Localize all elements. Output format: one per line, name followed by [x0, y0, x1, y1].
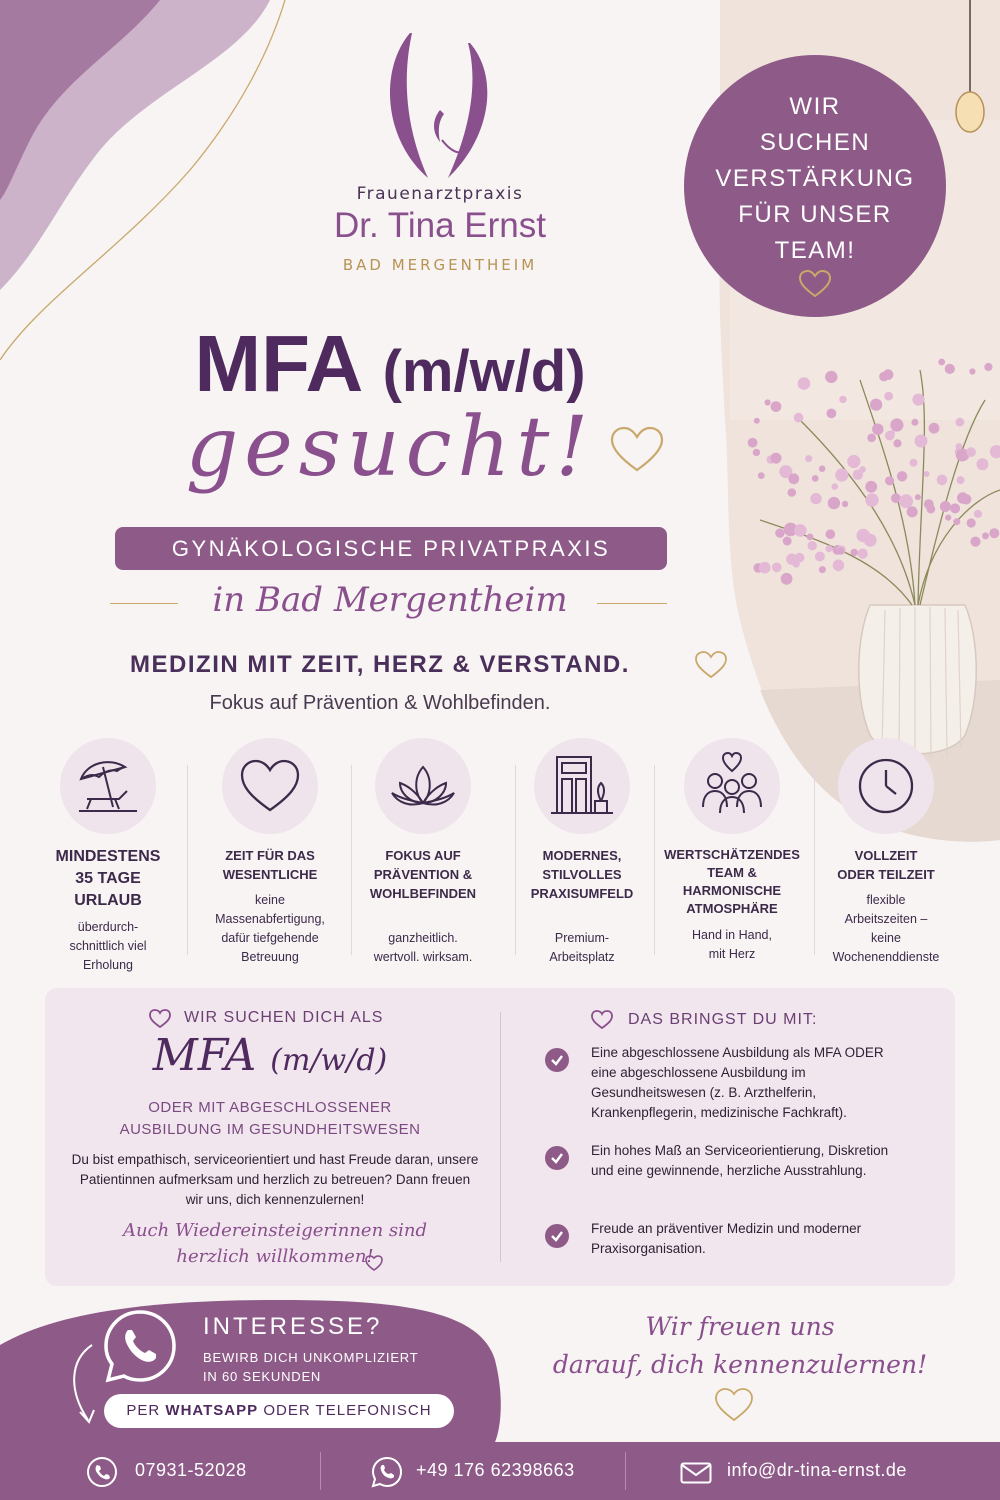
headline-mfa-text: MFA [194, 319, 361, 408]
requirement-text: Ein hohes Maß an Serviceorientierung, Diskretion und eine gewinnende, herzliche Ausstrahlung. [591, 1143, 889, 1178]
search-sub: ODER MIT ABGESCHLOSSENER AUSBILDUNG IM GESUNDHEITSWESEN [119, 1099, 421, 1138]
search-mwd: (m/w/d) [270, 1043, 388, 1078]
flower-blossom [765, 399, 771, 405]
footer-whatsapp[interactable]: +49 176 62398663 [416, 1460, 575, 1480]
flower-blossom [885, 476, 894, 485]
feature-worktime [806, 738, 966, 967]
feature-team [652, 738, 812, 964]
feature-desc: überdurch- schnittlich viel Erholung [69, 920, 147, 972]
feature-title: WERTSCHÄTZENDES TEAM & HARMONISCHE ATMOSPHÄRE [664, 847, 800, 916]
flower-blossom [893, 439, 901, 447]
flower-blossom [833, 560, 845, 572]
flower-blossom [872, 424, 883, 435]
returners-welcome: Auch Wiedereinsteigerinnen sind herzlich willkommen! [122, 1220, 428, 1267]
apply-button[interactable] [104, 1394, 454, 1428]
flower-blossom [754, 418, 760, 424]
flower-blossom [842, 501, 848, 507]
flower-blossom [828, 497, 840, 509]
search-paragraph: Du bist empathisch, serviceorientiert und hast Freude daran, unsere Patientinnen aufmerksam und herzlich zu betreuen? Dann freuen wir uns, dich kennenzulernen! [71, 1152, 479, 1207]
search-heading: WIR SUCHEN DICH ALS [184, 1009, 384, 1026]
team-icon [697, 751, 767, 821]
headline-mwd: (m/w/d) [382, 339, 586, 404]
flower-blossom [915, 494, 921, 500]
whatsapp-icon[interactable] [100, 1306, 180, 1386]
flower-blossom [957, 476, 965, 484]
flower-blossom [884, 392, 893, 401]
flower-blossom [966, 447, 976, 457]
flower-blossom [956, 418, 965, 427]
feature-title: ZEIT FÜR DAS WESENTLICHE [222, 848, 318, 882]
footer-email[interactable]: info@dr-tina-ernst.de [727, 1460, 907, 1480]
flower-blossom [826, 545, 833, 552]
feature-prevention [343, 738, 503, 967]
flower-blossom [819, 465, 826, 472]
flower-blossom [781, 573, 793, 585]
flower-blossom [831, 483, 838, 490]
flower-blossom [827, 409, 837, 419]
flower-blossom [815, 552, 825, 562]
flower-blossom [788, 473, 799, 484]
flower-blossom [950, 503, 960, 513]
flower-blossom [938, 359, 945, 366]
flower-blossom [937, 475, 948, 486]
flower-blossom [897, 471, 907, 481]
practice-door-icon [547, 751, 617, 821]
flower-blossom [907, 506, 918, 517]
hiring-badge [684, 55, 946, 317]
flower-blossom [758, 472, 765, 479]
flower-blossom [853, 470, 863, 480]
flower-blossom [879, 372, 889, 382]
flower-blossom [775, 528, 784, 537]
flower-blossom [945, 515, 951, 521]
flower-blossom [783, 537, 792, 546]
feature-desc: Hand in Hand, mit Herz [692, 928, 772, 961]
headline-mfa [60, 318, 720, 410]
heart-icon [238, 756, 302, 816]
mail-icon [680, 1462, 712, 1484]
flower-blossom [984, 363, 992, 371]
feature-title: VOLLZEIT ODER TEILZEIT [837, 848, 935, 882]
flower-blossom [870, 399, 882, 411]
flower-blossom [974, 510, 982, 518]
flower-blossom [915, 435, 928, 448]
flower-blossom [807, 534, 814, 541]
requirement-text: Eine abgeschlossene Ausbildung als MFA ODER eine abgeschlossene Ausbildung im Gesundheitswesen (z. B. Arzthelferin, Krankenpflegerin, medizinische Fachkraft). [591, 1045, 884, 1120]
heart-icon [364, 1254, 384, 1272]
cta-title: INTERESSE? [203, 1313, 383, 1340]
flower-blossom [912, 394, 924, 406]
footer-phone[interactable]: 07931-52028 [135, 1460, 247, 1480]
apply-button-post: ODER TELEFONISCH [258, 1402, 432, 1419]
flower-blossom [864, 534, 877, 547]
flower-blossom [847, 455, 860, 468]
flower-blossom [759, 562, 771, 574]
flower-blossom [945, 364, 955, 374]
flower-blossom [858, 549, 868, 559]
practice-logo-icon [370, 28, 510, 178]
flower-blossom [969, 368, 975, 374]
flower-blossom [929, 423, 940, 434]
practice-type-pill: GYNÄKOLOGISCHE PRIVATPRAXIS [115, 527, 667, 570]
feature-desc: Premium- Arbeitsplatz [549, 931, 615, 964]
divider-left [110, 603, 178, 604]
doctor-name: Dr. Tina Ernst [333, 206, 547, 245]
flower-blossom [957, 492, 968, 503]
feature-title: FOKUS AUF PRÄVENTION & WOHLBEFINDEN [369, 848, 477, 901]
lotus-icon [388, 761, 458, 811]
feature-time [190, 738, 350, 967]
flower-blossom [819, 566, 826, 573]
phone-icon [86, 1456, 118, 1488]
flower-blossom [771, 401, 782, 412]
flower-blossom [794, 524, 807, 537]
subtagline: Fokus auf Prävention & Wohlbefinden. [209, 692, 551, 714]
flower-blossom [970, 537, 980, 547]
flower-blossom [837, 548, 844, 555]
location-script: in Bad Mergentheim [212, 580, 568, 620]
feature-title: MINDESTENS 35 TAGE URLAUB [55, 848, 161, 909]
clock-icon [856, 756, 916, 816]
requirements-heading: DAS BRINGST DU MIT: [628, 1011, 818, 1028]
requirement-text: Freude an präventiver Medizin und moderner Praxisorganisation. [591, 1221, 862, 1256]
flower-blossom [798, 377, 811, 390]
divider-right [597, 603, 667, 604]
feature-title: MODERNES, STILVOLLES PRAXISUMFELD [530, 848, 634, 901]
heart-icon [148, 1008, 172, 1030]
footer-separator [320, 1452, 321, 1490]
flower-blossom [982, 532, 989, 539]
feature-separator [187, 765, 188, 955]
flower-blossom [967, 518, 976, 527]
feature-desc: keine Massenabfertigung, dafür tiefgehende Betreuung [215, 893, 325, 964]
flower-blossom [851, 549, 858, 556]
flower-blossom [772, 563, 782, 573]
flower-blossom [825, 371, 837, 383]
flower-blossom [865, 493, 878, 506]
flower-blossom [788, 488, 797, 497]
closing-script: Wir freuen uns darauf, dich kennenzulernen! [552, 1312, 928, 1379]
flower-blossom [826, 529, 836, 539]
city-label: BAD MERGENTHEIM [342, 256, 538, 274]
flower-blossom [810, 493, 821, 504]
flower-blossom [910, 459, 918, 467]
heart-icon [798, 269, 832, 299]
flower-blossom [911, 419, 918, 426]
flower-blossom [989, 528, 999, 538]
feature-desc: ganzheitlich. wertvoll. wirksam. [373, 931, 473, 964]
footer-separator [625, 1452, 626, 1490]
flower-blossom [748, 438, 758, 448]
flower-blossom [794, 413, 804, 423]
flower-blossom [805, 455, 812, 462]
flower-blossom [885, 431, 895, 441]
headline-gesucht: gesucht! [185, 400, 595, 495]
flower-blossom [899, 494, 913, 508]
apply-button-pre: PER [126, 1402, 166, 1419]
flower-blossom [865, 481, 877, 493]
flower-blossom [839, 396, 846, 403]
apply-button-bold: WHATSAPP [165, 1402, 259, 1419]
tagline: MEDIZIN MIT ZEIT, HERZ & VERSTAND. [130, 651, 630, 678]
check-icon [545, 1048, 569, 1072]
whatsapp-icon [370, 1455, 404, 1489]
search-mfa-script [60, 1030, 480, 1081]
check-icon [545, 1224, 569, 1248]
feature-environment [502, 738, 662, 967]
flower-blossom [940, 501, 951, 512]
flower-blossom [924, 471, 930, 477]
beach-umbrella-icon [73, 751, 143, 821]
search-mfa: MFA [152, 1030, 257, 1081]
flower-blossom [792, 560, 799, 567]
hiring-badge-text: WIR SUCHEN VERSTÄRKUNG FÜR UNSER TEAM! [715, 93, 915, 264]
flower-blossom [924, 499, 934, 509]
feature-vacation [28, 738, 188, 975]
check-icon [545, 1146, 569, 1170]
feature-desc: flexible Arbeitszeiten – keine Wochenenddienste [832, 893, 940, 964]
flower-blossom [953, 518, 960, 525]
practice-label: Frauenarztpraxis [356, 184, 524, 204]
flower-blossom [890, 418, 903, 431]
flower-blossom [977, 458, 989, 470]
flower-blossom [808, 541, 817, 550]
flower-blossom [753, 449, 760, 456]
info-box-divider [500, 1012, 501, 1262]
flower-blossom [835, 468, 848, 481]
flower-blossom [867, 434, 876, 443]
flower-blossom [771, 453, 782, 464]
cta-sub: BEWIRB DICH UNKOMPLIZIERT IN 60 SEKUNDEN [203, 1350, 419, 1384]
heart-icon [590, 1009, 614, 1031]
flower-blossom [812, 475, 819, 482]
